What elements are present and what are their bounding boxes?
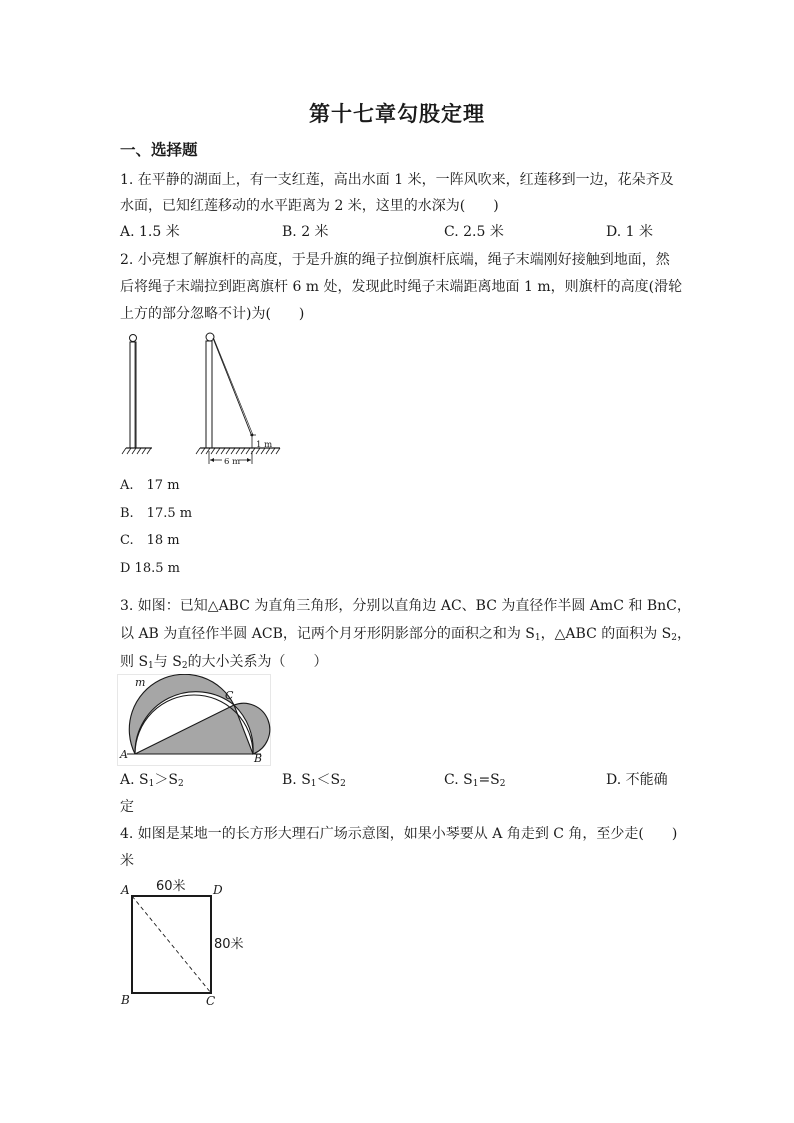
q3-line-3: 则 $S_1$与 $S_2$的大小关系为（ ） [120,654,328,671]
q2-line-3: 上方的部分忽略不计)为( ) [120,306,305,322]
q1-option-c: C. 2.5 米 [444,224,504,240]
q2-line-1: 2. 小亮想了解旗杆的高度，于是升旗的绳子拉倒旗杆底端，绳子末端刚好接触到地面，然 [120,252,670,268]
label-d: D [213,883,223,897]
q1-line-1: 1. 在平静的湖面上，有一支红莲，高出水面 1 米，一阵风吹来，红莲移到一边，花朵齐及 [120,172,674,188]
label-80m: 80米 [214,937,244,952]
label-1m: 1 m [256,440,273,450]
label-b: B [254,752,263,765]
lune-figure [117,674,271,766]
label-m: m [135,676,146,689]
q3-option-b: B. $S_1<S_2$ [282,772,346,789]
q2-option-a: A. 17 m [120,478,180,493]
q1-option-d: D. 1 米 [606,224,653,240]
q4-line-1: 4. 如图是某地一的长方形大理石广场示意图，如果小琴要从 A 角走到 C 角，至少走( ) [120,826,678,842]
q1-option-a: A. 1.5 米 [120,224,180,240]
section-heading: 一、选择题 [120,140,198,159]
rectangle-figure [118,876,258,1012]
label-b: B [121,993,130,1007]
flagpole-figure [118,330,288,470]
q2-line-2: 后将绳子末端拉到距离旗杆 6 m 处，发现此时绳子末端距离地面 1 m，则旗杆的高度(滑轮 [120,279,683,295]
q3-option-d: D. 不能确 [606,772,668,788]
label-c: C [225,689,234,702]
label-c: C [206,994,216,1008]
q3-line-2: 以 AB 为直径作半圆 ACB，记两个月牙形阴影部分的面积之和为 $S_1$，△ABC 的面积为 $S_2$， [120,626,692,643]
label-a: A [121,883,130,897]
label-60m: 60米 [156,879,186,894]
q3-line-1: 3. 如图：已知△ABC 为直角三角形，分别以直角边 AC、BC 为直径作半圆 AmC 和 BnC， [120,598,691,614]
q2-option-c: C. 18 m [120,533,180,548]
label-6m: 6 m [224,457,241,467]
q3-option-d-cont: 定 [120,799,134,815]
q2-option-d: D 18.5 m [120,561,180,576]
q3-option-a: A. $S_1>S_2$ [120,772,184,789]
q2-option-b: B. 17.5 m [120,506,193,521]
label-a: A [120,748,128,761]
q4-line-2: 米 [120,853,134,869]
page-title: 第十七章勾股定理 [309,101,485,126]
q1-line-2: 水面，已知红莲移动的水平距离为 2 米，这里的水深为( ) [120,198,499,214]
q3-option-c: C. $S_1=S_2$ [444,772,506,789]
q1-option-b: B. 2 米 [282,224,329,240]
